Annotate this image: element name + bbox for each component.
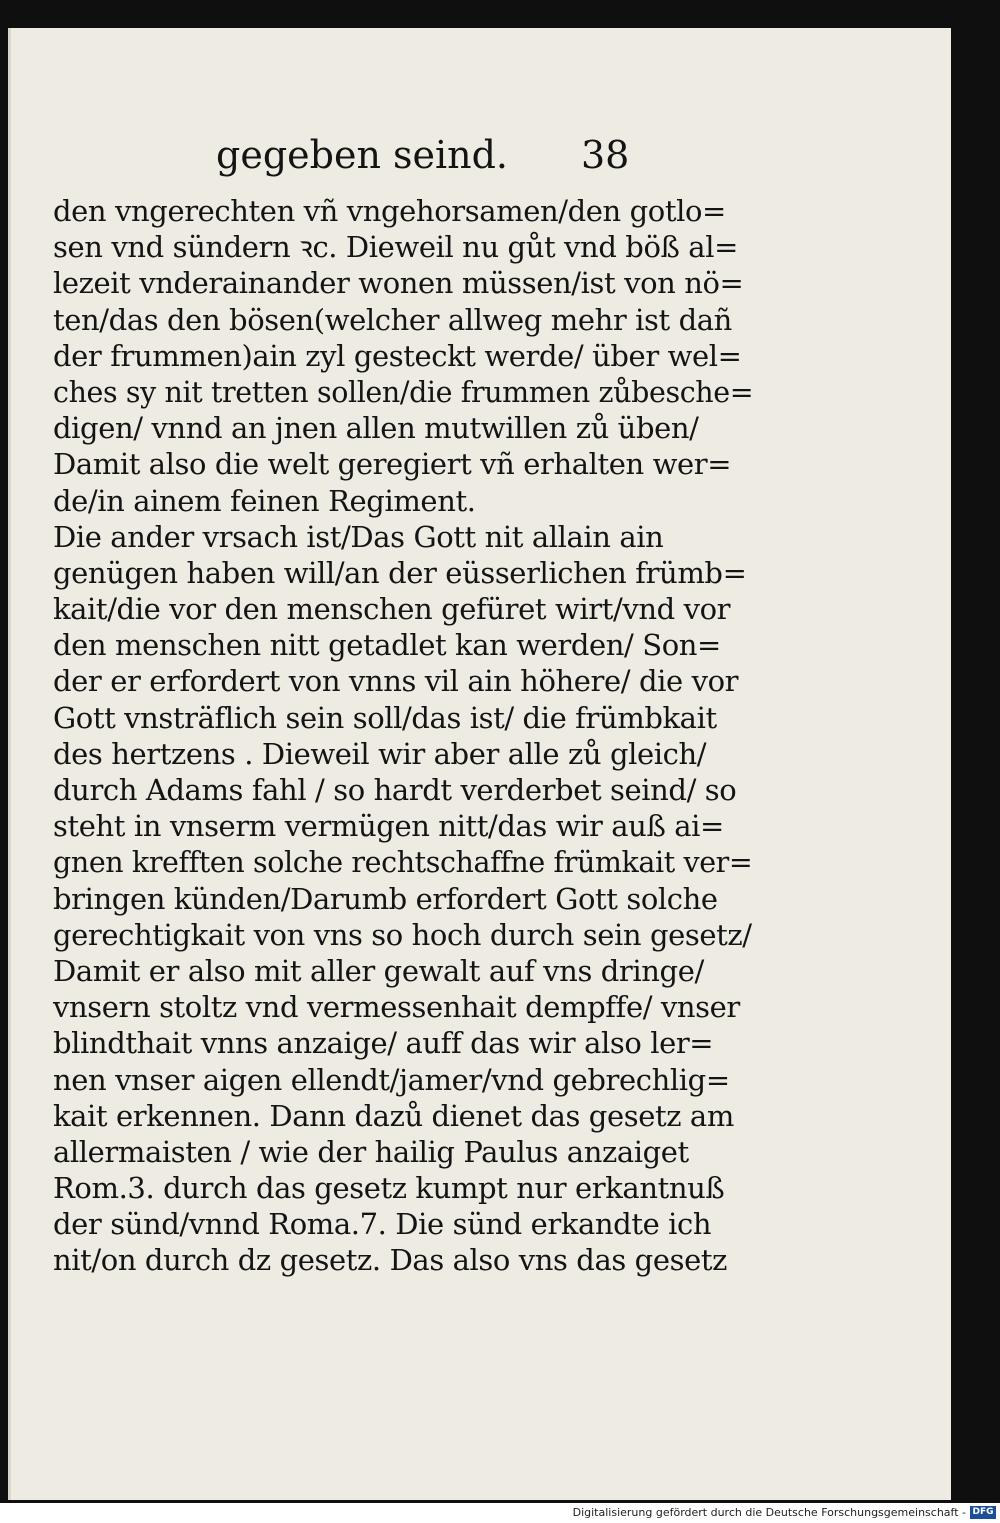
footer-bar [0,1503,1000,1523]
text-line: lezeit vnderainander wonen müssen/ist von nö= [53,266,744,301]
dfg-logo: DFG [970,1506,996,1519]
text-line: Gott vnsträflich sein soll/das ist/ die frümbkait [53,700,717,735]
text-line: ten/das den bösen(welcher allweg mehr ist dañ [53,302,732,337]
running-head [11,133,951,183]
text-line: steht in vnserm vermügen nitt/das wir auß ai= [53,809,724,844]
text-line: den menschen nitt getadlet kan werden/ Son= [53,628,721,663]
text-line: gerechtigkait von vns so hoch durch sein gesetz/ [53,917,752,952]
body-text [53,193,753,1279]
text-line: den vngerechten vñ vngehorsamen/den gotlo= [53,194,726,228]
text-line: Die ander vrsach ist/Das Gott nit allain ain [53,519,664,554]
text-line: ches sy nit tretten sollen/die frummen zůbesche= [53,374,754,409]
text-line: genügen haben will/an der eüsserlichen frümb= [53,555,747,590]
text-line: bringen künden/Darumb erfordert Gott solche [53,881,718,916]
dfg-credit-text: Digitalisierung gefördert durch die Deutsche Forschungsgemeinschaft - [572,1506,966,1519]
text-line: durch Adams fahl / so hardt verderbet seind/ so [53,773,737,807]
text-line: nen vnser aigen ellendt/jamer/vnd gebrechlig= [53,1062,730,1097]
text-line: allermaisten / wie der hailig Paulus anzaiget [53,1134,689,1169]
text-line: blindthait vnns anzaige/ auff das wir also ler= [53,1026,714,1061]
text-line: Damit also die welt geregiert vñ erhalten wer= [53,447,732,482]
text-line: Rom.3. durch das gesetz kumpt nur erkantnuß [53,1171,725,1206]
page-number: 38 [581,133,630,177]
text-line: gnen krefften solche rechtschaffne frümkait ver= [53,845,753,880]
text-line: de/in ainem feinen Regiment. [53,483,476,518]
running-head-title: gegeben seind. [216,133,509,177]
text-line: sen vnd sündern ꝛc. Dieweil nu gůt vnd böß al= [53,230,738,265]
text-line: des hertzens . Dieweil wir aber alle zů gleich/ [53,736,707,771]
book-page [8,28,951,1500]
text-line: der frummen)ain zyl gesteckt werde/ über wel= [53,338,742,373]
text-line: kait/die vor den menschen gefüret wirt/vnd vor [53,592,731,627]
text-line: digen/ vnnd an jnen allen mutwillen zů üben/ [53,411,699,446]
text-line: kait erkennen. Dann dazů dienet das gesetz am [53,1098,734,1133]
text-line: nit/on durch dz gesetz. Das also vns das gesetz [53,1243,727,1278]
text-line: der er erfordert von vnns vil ain höhere/ die vor [53,664,739,699]
text-line: der sünd/vnnd Roma.7. Die sünd erkandte ich [53,1207,712,1242]
text-line: Damit er also mit aller gewalt auf vns dringe/ [53,953,704,988]
text-line: vnsern stoltz vnd vermessenhait dempffe/ vnser [53,990,740,1025]
